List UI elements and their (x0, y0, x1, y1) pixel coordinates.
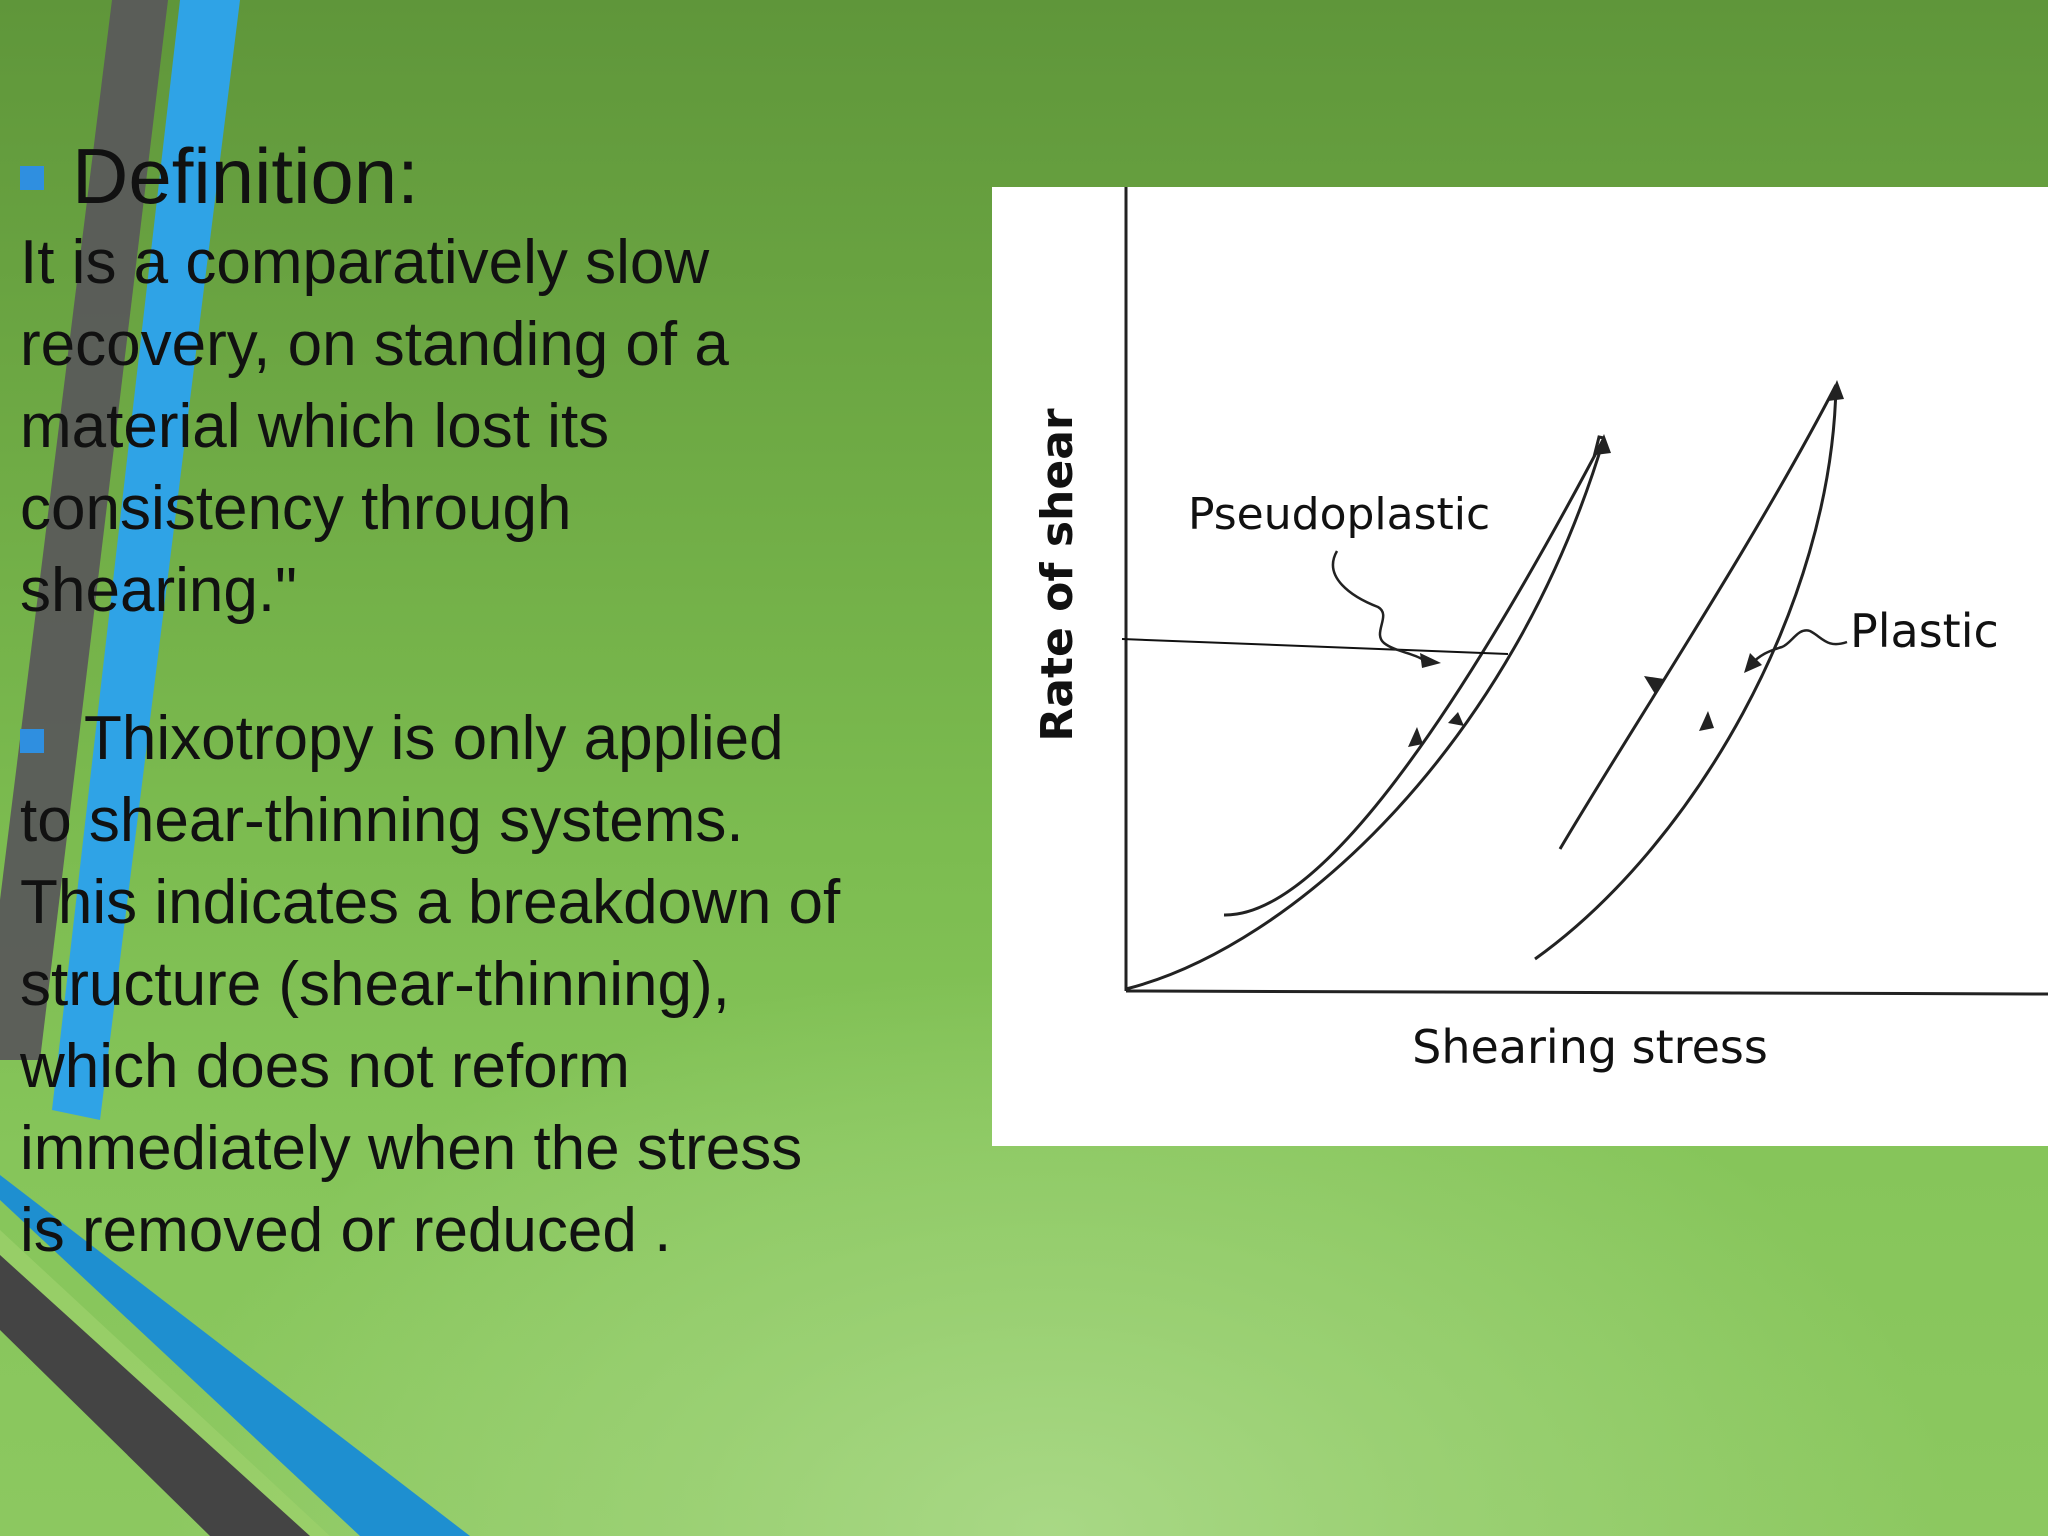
pseudoplastic-label: Pseudoplastic (1188, 489, 1491, 540)
plastic-label: Plastic (1850, 604, 1999, 658)
rheogram-diagram (992, 187, 2048, 1146)
y-axis-label: Rate of shear (1032, 408, 1083, 742)
definition-heading: Definition: (72, 132, 419, 220)
arrowhead-icon (1448, 712, 1464, 726)
thixotropy-paragraph (20, 698, 980, 1272)
square-bullet-icon (20, 729, 44, 753)
pseudoplastic-pointer (1333, 551, 1422, 659)
x-axis-label: Shearing stress (1412, 1020, 1768, 1074)
x-axis (1126, 991, 2048, 994)
definition-line: recovery, on standing of a (20, 310, 729, 379)
thixotropy-line: immediately when the stress (20, 1114, 803, 1183)
definition-line: It is a comparatively slow (20, 228, 710, 297)
plastic-pointer (1750, 630, 1847, 665)
arrowhead-icon (1420, 653, 1441, 668)
definition-line: shearing." (20, 556, 298, 625)
arrowhead-icon (1828, 380, 1844, 401)
arrowhead-icon (1699, 711, 1714, 731)
rheogram-figure (992, 187, 2048, 1146)
thixotropy-first-line (20, 698, 980, 780)
slide-text (20, 130, 980, 1272)
definition-line: material which lost its (20, 392, 610, 461)
plastic-down-curve (1560, 385, 1836, 849)
arrowhead-icon (1408, 727, 1423, 747)
definition-line: consistency through (20, 474, 572, 543)
thixotropy-line: to shear-thinning systems. (20, 786, 744, 855)
reference-line (1122, 639, 1508, 654)
thixotropy-line: is removed or reduced . (20, 1196, 672, 1265)
thixotropy-line: structure (shear-thinning), (20, 950, 730, 1019)
square-bullet-icon (20, 166, 44, 190)
thixotropy-line: which does not reform (20, 1032, 630, 1101)
definition-heading-line (20, 130, 980, 222)
thixotropy-line: This indicates a breakdown of (20, 868, 841, 937)
thixotropy-line: Thixotropy is only applied (84, 704, 784, 773)
definition-paragraph (20, 222, 980, 632)
